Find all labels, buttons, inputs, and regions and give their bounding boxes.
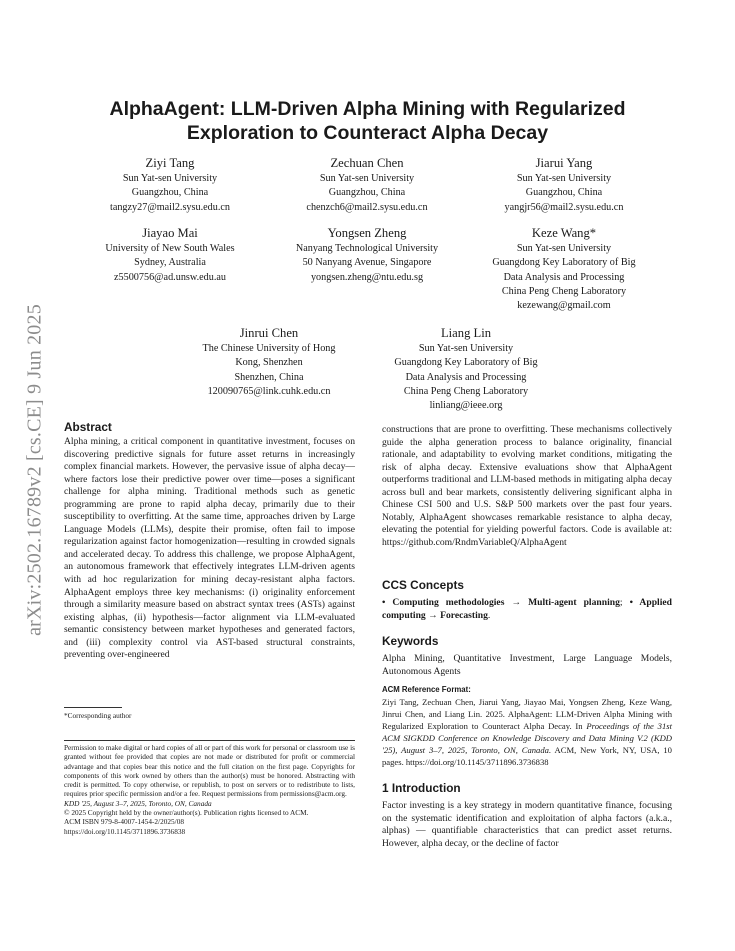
- ccs-item: • Applied computing: [382, 597, 672, 621]
- reference-authors: Ziyi Tang, Zechuan Chen, Jiarui Yang, Jiayao Mai, Yongsen Zheng, Keze Wang, Jinrui Chen, and Liang Lin. 2025. AlphaAgent: LLM-Driven Alpha Mining with Regularized Exploration to Counteract Alpha Decay. In: [382, 697, 672, 731]
- author-name: Yongsen Zheng: [327, 226, 407, 240]
- author-email[interactable]: tangzy27@mail2.sysu.edu.cn: [109, 201, 230, 213]
- conference-line: KDD '25, August 3–7, 2025, Toronto, ON, Canada: [64, 798, 212, 808]
- abstract-text-right: constructions that are prone to overfitting. These mechanisms collectively guide the alpha generation process to balance originality, financial rationale, and adaptability to evolving market conditions, mitigating the risk of alpha decay. Extensive evaluations show that AlphaAgent outperforms traditional and LLM-based methods in mitigating alpha decay across bull and bear markets, consistently delivering significant alpha in Chinese CSI 500 and U.S. S&P 500 markets over the past four years. Notably, AlphaAgent showcases remarkable resistance to alpha decay, elevating the potential for yielding powerful factors. Code is available at: https://github.com/RndmVariableQ/AlphaAgent: [382, 424, 672, 548]
- author-affiliation: University of New South Wales: [105, 243, 235, 254]
- author-affiliation: Guangzhou, China: [328, 187, 406, 199]
- author-block: [267, 155, 467, 215]
- author-email[interactable]: yongsen.zheng@ntu.edu.sg: [310, 271, 424, 283]
- ccs-concepts: • Computing methodologies → Multi-agent planning; • Applied computing → Forecasting.: [382, 597, 672, 621]
- arxiv-id: arXiv:2502.16789v2 [cs.CE] 9 Jun 2025: [23, 304, 46, 636]
- author-block: [464, 155, 664, 215]
- reference-venue: Proceedings of the 31st ACM SIGKDD Conference on Knowledge Discovery and Data Mining V.2 (KDD '25), August 3–7, 2025, Toronto, ON, Canada.: [382, 720, 673, 755]
- author-name: Ziyi Tang: [145, 156, 195, 170]
- introduction-text: Factor investing is a key strategy in modern quantitative finance, focusing on the systematic identification and exploitation of alpha factors (a.k.a., alphas) — quantifiable characteristics that can predict asset returns. However, alpha decay, or the decline of factor: [382, 800, 672, 849]
- author-affiliation: Sun Yat-sen University: [418, 343, 514, 354]
- permission-rule: [64, 740, 355, 741]
- author-affiliation: Sun Yat-sen University: [122, 173, 218, 184]
- author-affiliation: Shenzhen, China: [234, 371, 304, 383]
- ccs-heading: CCS Concepts: [382, 578, 464, 592]
- author-affiliation: Sydney, Australia: [134, 257, 206, 269]
- abstract-text-left: Alpha mining, a critical component in quantitative investment, focuses on discovering predictive signals for future asset returns in increasingly complex financial markets. However, the pervasive issue of alpha decay—where factors lose their predictive power over time—poses a significant challenge for alpha mining. Traditional methods such as genetic programming are prone to rapid alpha decay, primarily due to their susceptibility to overfitting. At the same time, approaches driven by Large Language Models (LLMs), despite their promise, often fail to impose regularization against factor homogenization—resulting in crowded signals and accelerated decay. To address this challenge, we propose AlphaAgent, an autonomous framework that effectively integrates LLM-driven agents with ad hoc regularization for mining decay-resistant alpha factors. AlphaAgent employs three key mechanisms: (i) originality enforcement through a similarity measure based on abstract syntax trees (ASTs) against existing alphas, (ii) hypothesis—factor alignment via LLM-evaluated semantic consistency between market hypotheses and generated factors, and (iii) complexity control via AST-based structural constraints, preventing over-engineered: [64, 436, 355, 661]
- footnote-rule: [64, 707, 122, 708]
- author-affiliation: Nanyang Technological University: [295, 243, 439, 254]
- author-name: Jiayao Mai: [142, 226, 198, 240]
- author-name: Zechuan Chen: [330, 156, 404, 170]
- author-email[interactable]: chenzch6@mail2.sysu.edu.cn: [306, 201, 428, 213]
- author-affiliation: Guangdong Key Laboratory of Big: [492, 257, 636, 269]
- ccs-item: Multi-agent planning: [528, 597, 620, 608]
- author-affiliation: Sun Yat-sen University: [516, 173, 612, 184]
- author-block: [267, 225, 467, 285]
- reference-heading: ACM Reference Format:: [382, 685, 471, 694]
- permission-block: [64, 743, 355, 836]
- author-affiliation: Sun Yat-sen University: [516, 243, 612, 254]
- author-email[interactable]: linliang@ieee.org: [429, 400, 503, 412]
- author-affiliation: Guangdong Key Laboratory of Big: [394, 357, 538, 369]
- author-name: Jiarui Yang: [535, 156, 593, 170]
- isbn-line: ACM ISBN 979-8-4007-1454-2/2025/08: [64, 817, 184, 827]
- ccs-item: Forecasting: [440, 609, 488, 621]
- paper-title: AlphaAgent: LLM-Driven Alpha Mining with Regularized Exploration to Counteract Alpha Decay: [109, 98, 626, 144]
- author-email[interactable]: kezewang@gmail.com: [517, 300, 611, 312]
- introduction-heading: 1 Introduction: [382, 781, 461, 795]
- abstract-heading: Abstract: [64, 420, 112, 434]
- author-name: Liang Lin: [440, 326, 491, 340]
- author-block: [169, 325, 369, 399]
- author-email[interactable]: 120090765@link.cuhk.edu.cn: [207, 385, 331, 397]
- author-block: [464, 225, 664, 313]
- permission-text: Permission to make digital or hard copies of all or part of this work for personal or classroom use is granted without fee provided that copies are not made or distributed for profit or commercial advantage and that copies bear this notice and the full citation on the first page. Copyrights for components of this work owned by others than the author(s) must be honored. Abstracting with credit is permitted. To copy otherwise, or republish, to post on servers or to redistribute to lists, requires prior specific permission and/or a fee. Request permissions from permissions@acm.org.: [64, 743, 355, 799]
- author-affiliation: China Peng Cheng Laboratory: [501, 285, 627, 297]
- author-email[interactable]: z5500756@ad.unsw.edu.au: [114, 271, 226, 283]
- author-name: Keze Wang*: [531, 226, 597, 240]
- author-block: [70, 155, 270, 215]
- author-affiliation: Guangzhou, China: [131, 187, 209, 199]
- reference-tail: ACM, New York, NY, USA, 10 pages. https://doi.org/10.1145/3711896.3736838: [382, 744, 672, 767]
- author-block: [366, 325, 566, 413]
- arxiv-stamp: [5, 270, 65, 670]
- keywords-heading: Keywords: [382, 634, 439, 648]
- author-affiliation: Guangzhou, China: [525, 187, 603, 199]
- author-name: Jinrui Chen: [239, 326, 299, 340]
- author-affiliation: Data Analysis and Processing: [405, 371, 527, 383]
- author-affiliation: China Peng Cheng Laboratory: [403, 385, 529, 397]
- author-affiliation: Data Analysis and Processing: [503, 271, 625, 283]
- author-affiliation: Sun Yat-sen University: [319, 173, 415, 184]
- author-affiliation: Kong, Shenzhen: [235, 357, 303, 369]
- author-affiliation: 50 Nanyang Avenue, Singapore: [302, 257, 432, 269]
- author-block: [70, 225, 270, 285]
- author-email[interactable]: yangjr56@mail2.sysu.edu.cn: [504, 201, 624, 213]
- ccs-item: • Computing methodologies: [382, 597, 505, 608]
- author-affiliation: The Chinese University of Hong: [202, 343, 336, 354]
- copyright-line: © 2025 Copyright held by the owner/author(s). Publication rights licensed to ACM.: [64, 808, 309, 818]
- keywords-text: Alpha Mining, Quantitative Investment, Large Language Models, Autonomous Agents: [382, 653, 672, 677]
- footnote: *Corresponding author: [64, 711, 132, 720]
- doi-line[interactable]: https://doi.org/10.1145/3711896.3736838: [64, 826, 186, 836]
- reference-format: [382, 697, 672, 768]
